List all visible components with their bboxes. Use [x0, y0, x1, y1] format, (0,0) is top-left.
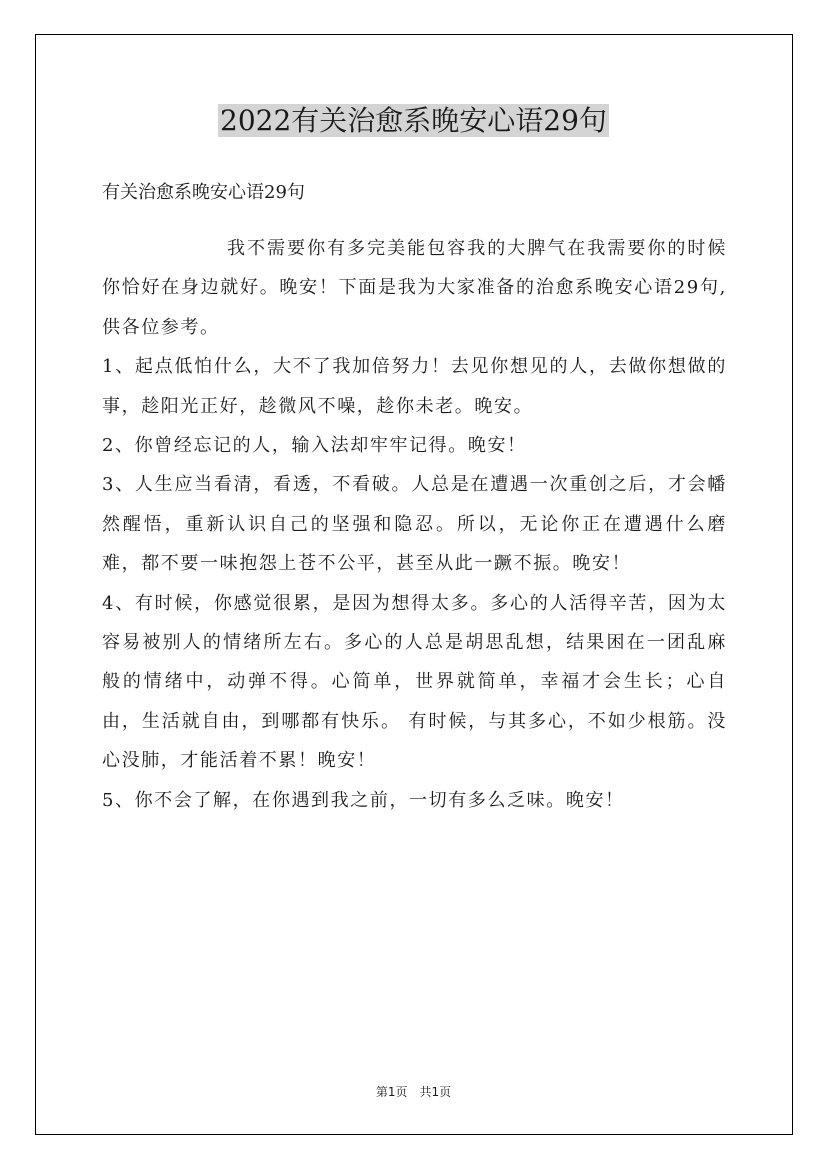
intro-paragraph: 我不需要你有多完美能包容我的大脾气在我需要你的时候你恰好在身边就好。晚安！下面是我为大家准备的治愈系晚安心语29句,供各位参考。	[102, 238, 727, 338]
page-number-total: 共1页	[419, 1085, 452, 1099]
quote-paragraph-5: 5、你不会了解，在你遇到我之前，一切有多么乏味。晚安！	[102, 789, 625, 811]
page-footer	[0, 1084, 827, 1100]
quote-paragraph-2: 2、你曾经忘记的人，输入法却牢牢记得。晚安！	[102, 435, 527, 457]
document-body	[102, 229, 727, 820]
page-number-current: 第1页	[375, 1085, 408, 1099]
document-subtitle: 有关治愈系晚安心语29句	[102, 182, 305, 203]
document-title-text: 2022有关治愈系晚安心语29句	[220, 104, 607, 137]
quote-paragraph-3: 3、人生应当看清，看透，不看破。人总是在遭遇一次重创之后，才会幡然醒悟，重新认识自己的坚强和隐忍。所以，无论你正在遭遇什么磨难，都不要一味抱怨上苍不公平，甚至从此一蹶不振。晚安！	[102, 474, 727, 575]
document-title	[0, 101, 827, 141]
quote-paragraph-4: 4、有时候，你感觉很累，是因为想得太多。多心的人活得辛苦，因为太容易被别人的情绪所左右。多心的人总是胡思乱想，结果困在一团乱麻般的情绪中，动弹不得。心简单，世界就简单，幸福才会生长；心自由，生活就自由，到哪都有快乐。 有时候，与其多心，不如少根筋。没心没肺，才能活着不累！晚安！	[102, 592, 727, 772]
quote-paragraph-1: 1、起点低怕什么，大不了我加倍努力！去见你想见的人，去做你想做的事，趁阳光正好，趁微风不噪，趁你未老。晚安。	[102, 356, 727, 417]
